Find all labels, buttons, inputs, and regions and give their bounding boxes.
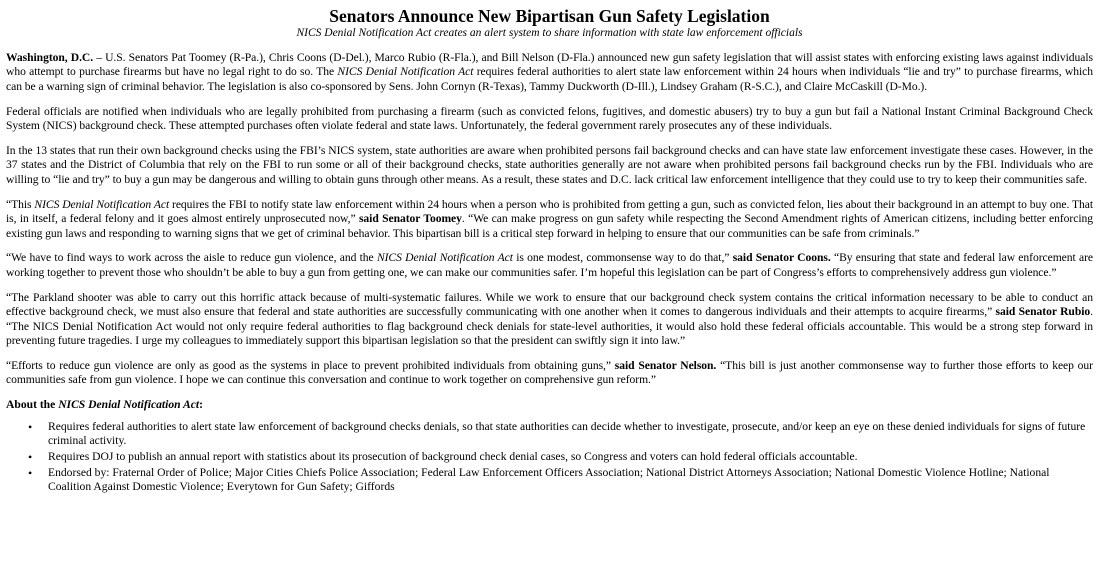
speaker-attribution: said Senator Toomey [358,212,462,226]
quote-text: . “The NICS Denial Notification Act would not only require federal authorities to flag background check denials for state-level authorities, it would also hold these federal officials accountable. This would be a strong step forward in preventing future tragedies. I urge my colleagues to immediately support this bipartisan legislation so that the president can swiftly sign it into law.” [6,305,1093,347]
quote-text: “This bill is just another commonsense way to further those efforts to keep our communities safe from gun violence. I hope we can continue this conversation and continue to work together on comprehensive gun reform.” [6,358,1093,387]
page-title: Senators Announce New Bipartisan Gun Safety Legislation [329,6,770,26]
quote-text: requires the FBI to notify state law enforcement within 24 hours when a person who is prohibited from getting a gun, such as convicted felon, lies about their background in an attempt to buy one. That is, in itself, a federal felony and it goes almost entirely unprosecuted now,” [6,197,1094,226]
paragraph-nelson-quote [6,359,1093,388]
paragraph-toomey-quote [6,198,1093,241]
quote-text: is one modest, commonsense way to do that,” [512,251,733,265]
intro-text-b: requires federal authorities to alert state law enforcement within 24 hours when individuals “lie and try” to purchase firearms, which can be a warning sign of criminal behavior. The legislation is also co-sponsored by Sens. John Cornyn (R-Texas), Tammy Duckworth (D-Ill.), Lindsey Graham (R-S.C.), and Claire McCaskill (D-Mo.). [6,65,1094,93]
paragraph-coons-quote [6,251,1093,280]
about-bullet-list [6,420,1093,494]
about-prefix: About the [6,398,59,412]
speaker-attribution: said Senator Nelson. [614,358,717,372]
list-item: • Endorsed by: Fraternal Order of Police; Major Cities Chiefs Police Association; Federal Law Enforcement Officers Association; National District Attorneys Association; National Domestic Violence Hotline; National Coalition Against Domestic Violence; Everytown for Gun Safety; Giffords [41,466,1093,494]
list-item: • Requires DOJ to publish an annual report with statistics about its prosecution of background check denial cases, so Congress and voters can hold federal officials accountable. [41,450,1093,464]
quote-text: “This [6,197,35,211]
quote-text: “By ensuring that state and federal law enforcement are working together to prevent those who shouldn’t be able to buy a gun from getting one, we can make our communities safer. I’m hopeful this legislation can be part of Congress’s efforts to comprehensively address gun violence.” [6,251,1093,279]
list-item: • Requires federal authorities to alert state law enforcement of background checks denials, so that state authorities can decide whether to investigate, prosecute, and/or keep an eye on these denied individuals for signs of future criminal activity. [41,420,1093,448]
quote-text: “The Parkland shooter was able to carry out this horrific attack because of multi-systematic failures. While we work to ensure that our background check system contains the critical information necessary to be able to conduct an effective background check, we must also ensure that federal and state authorities are successfully communicating with one another when it comes to dangerous individuals and their attempts to acquire firearms,” [6,290,1093,319]
about-heading [6,398,1093,412]
paragraph-intro [6,51,1093,94]
act-name: NICS Denial Notification Act [376,251,513,265]
speaker-attribution: said Senator Rubio [995,305,1091,319]
act-name: NICS Denial Notification Act [337,65,474,79]
quote-text: . “We can make progress on gun safety while respecting the Second Amendment rights of American citizens, including better enforcing existing gun laws and responding to warning signs that we get of criminal behavior. This bipartisan bill is a critical step forward in helping to ensure that our communities can be safe from criminals.” [6,212,1093,240]
paragraph-federal-officials: Federal officials are notified when individuals who are legally prohibited from purchasing a firearm (such as convicted felons, fugitives, and domestic abusers) try to buy a gun but fail a National Instant Criminal Background Check System (NICS) background check. These attempted purchases often violate federal and state laws. Unfortunately, the federal government rarely prosecutes any of these individuals. [6,104,1093,133]
paragraph-rubio-quote [6,291,1093,349]
paragraph-states: In the 13 states that run their own background checks using the FBI’s NICS system, state authorities are aware when prohibited persons fail background checks and can have state law enforcement investigate these cases. However, in the 37 states and the District of Columbia that rely on the FBI to run some or all of their background checks, state authorities generally are not aware when prohibited persons fail background checks run by the FBI. Individuals who are willing to “lie and try” to buy a gun may be dangerous and willing to obtain guns through other means. As a result, these states and D.C. lack critical law enforcement intelligence that they could use to try to keep their communities safe. [6,144,1093,186]
quote-text: “We have to find ways to work across the aisle to reduce gun violence, and the [6,251,377,265]
speaker-attribution: said Senator Coons. [732,251,831,265]
intro-text-a: – U.S. Senators Pat Toomey (R-Pa.), Chris Coons (D-Del.), Marco Rubio (R-Fla.), and Bill Nelson (D-Fla.) announced new gun safety legislation that will assist states with enforcing existing laws against individuals who attempt to purchase firearms but have no legal right to do so. The [6,51,1093,79]
about-suffix: : [199,398,204,412]
dateline: Washington, D.C. [6,51,94,64]
act-name: NICS Denial Notification Act [58,398,200,412]
quote-text: “Efforts to reduce gun violence are only as good as the systems in place to prevent prohibited individuals from obtaining guns,” [6,358,615,372]
act-name: NICS Denial Notification Act [34,197,170,211]
page-subtitle: NICS Denial Notification Act creates an alert system to share information with state law enforcement officials [296,27,803,39]
